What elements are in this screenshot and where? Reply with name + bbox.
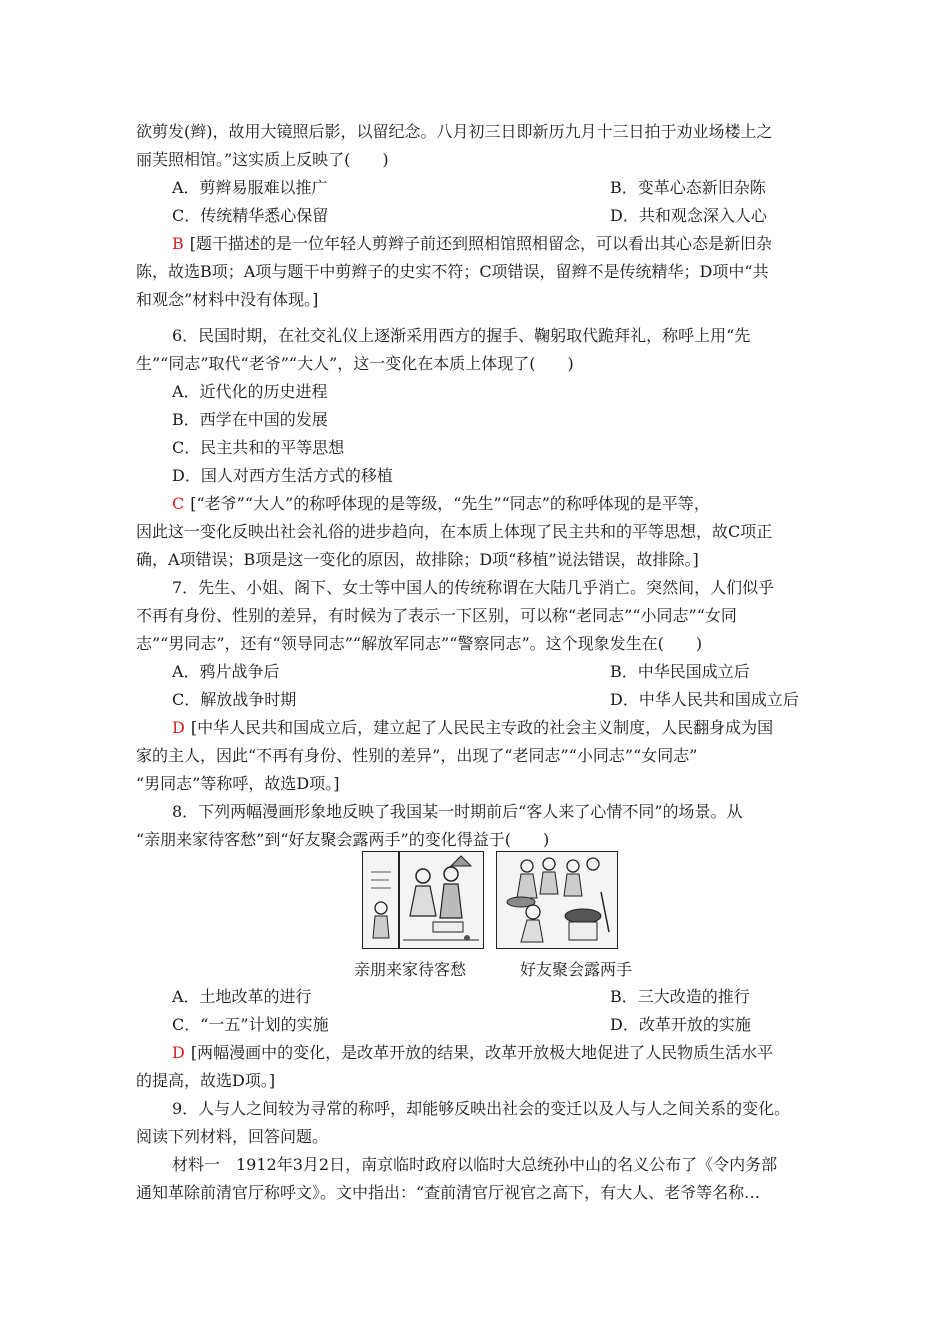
q7-option-row (172, 690, 799, 710)
q6-explanation-line: 确，A项错误；B项是这一变化的原因，故排除；D项“移植”说法错误，故排除。] (136, 550, 699, 569)
q8-explanation-line (172, 1043, 773, 1063)
cartoon-left-caption: 亲朋来家待客愁 (354, 960, 467, 979)
q7-option-b: B．中华民国成立后 (610, 662, 750, 681)
q5-option-a: A．剪辫易服难以推广 (172, 178, 328, 197)
q7-option-a: A．鸦片战争后 (172, 662, 280, 681)
q7-explanation-line (172, 718, 773, 738)
q7-stem-line: 志”“男同志”，还有“领导同志”“解放军同志”“警察同志”。这个现象发生在( ) (136, 634, 703, 653)
q5-option-d: D．共和观念深入人心 (610, 206, 767, 225)
q7-explanation-text: [中华人民共和国成立后，建立起了人民民主专政的社会主义制度，人民翻身成为国 (190, 718, 774, 737)
q5-explanation-line: 陈，故选B项；A项与题干中剪辫子的史实不符；C项错误，留辫不是传统精华；D项中“共 (136, 262, 769, 281)
q8-option-row (172, 987, 750, 1007)
q5-explanation-line (172, 234, 772, 254)
cartoon-right-caption: 好友聚会露两手 (520, 960, 633, 979)
q8-stem-line: 8．下列两幅漫画形象地反映了我国某一时期前后“客人来了心情不同”的场景。从 (172, 802, 743, 821)
q6-stem-line: 6．民国时期，在社交礼仪上逐渐采用西方的握手、鞠躬取代跪拜礼，称呼上用“先 (172, 326, 751, 345)
q7-option-row (172, 662, 750, 682)
q7-stem-line: 7．先生、小姐、阁下、女士等中国人的传统称谓在大陆几乎消亡。突然间，人们似乎 (172, 578, 775, 597)
q6-option-d: D．国人对西方生活方式的移植 (172, 466, 393, 485)
q8-stem-line: “亲朋来家待客愁”到“好友聚会露两手”的变化得益于( ) (136, 830, 550, 849)
q8-option-c: C．“一五”计划的实施 (172, 1015, 329, 1034)
q8-option-row (172, 1015, 751, 1035)
q9-material-line: 通知革除前清官厅称呼文》。文中指出：“查前清官厅视官之高下，有大人、老爷等名称… (136, 1183, 761, 1202)
q6-explanation-line (172, 494, 710, 514)
q5-answer-letter: B (172, 234, 184, 253)
q8-cartoons (362, 851, 622, 951)
q8-explanation-line: 的提高，故选D项。] (136, 1071, 276, 1090)
q7-explanation-line: 家的主人，因此“不再有身份、性别的差异”，出现了“老同志”“小同志”“女同志” (136, 746, 698, 765)
q6-explanation-line: 因此这一变化反映出社会礼俗的进步趋向，在本质上体现了民主共和的平等思想，故C项正 (136, 522, 773, 541)
q6-option-c: C．民主共和的平等思想 (172, 438, 345, 457)
q8-option-a: A．土地改革的进行 (172, 987, 312, 1006)
q6-answer-letter: C (172, 494, 185, 513)
q9-stem-line: 9．人与人之间较为寻常的称呼，却能够反映出社会的变迁以及人与人之间关系的变化。 (172, 1099, 791, 1118)
q5-option-c: C．传统精华悉心保留 (172, 206, 329, 225)
q6-explanation-text: [“老爷”“大人”的称呼体现的是等级，“先生”“同志”的称呼体现的是平等， (190, 494, 710, 513)
q6-option-a: A．近代化的历史进程 (172, 382, 328, 401)
cartoon-right-image (496, 851, 618, 949)
q7-answer-letter: D (172, 718, 185, 737)
q7-stem-line: 不再有身份、性别的差异，有时候为了表示一下区别，可以称“老同志”“小同志”“女同 (136, 606, 737, 625)
q5-stem-line: 丽芙照相馆。”这实质上反映了( ) (136, 150, 389, 169)
q8-explanation-text: [两幅漫画中的变化，是改革开放的结果，改革开放极大地促进了人民物质生活水平 (190, 1043, 774, 1062)
q9-stem-line: 阅读下列材料，回答问题。 (136, 1127, 329, 1146)
q5-option-b: B．变革心态新旧杂陈 (610, 178, 766, 197)
cartoon-left-image (362, 851, 484, 949)
q8-option-b: B．三大改造的推行 (610, 987, 750, 1006)
q9-material-line: 材料一 1912年3月2日，南京临时政府以临时大总统孙中山的名义公布了《令内务部 (172, 1155, 778, 1174)
q8-answer-letter: D (172, 1043, 185, 1062)
q7-option-c: C．解放战争时期 (172, 690, 297, 709)
q5-explanation-line: 和观念”材料中没有体现。] (136, 290, 319, 309)
q8-option-d: D．改革开放的实施 (610, 1015, 751, 1034)
q7-explanation-line: “男同志”等称呼，故选D项。] (136, 774, 340, 793)
q5-explanation-text: [题干描述的是一位年轻人剪辫子前还到照相馆照相留念，可以看出其心态是新旧杂 (189, 234, 773, 253)
q5-option-row (172, 178, 766, 198)
q6-option-b: B．西学在中国的发展 (172, 410, 328, 429)
q7-option-d: D．中华人民共和国成立后 (610, 690, 799, 709)
q5-stem-line: 欲剪发(辫)，故用大镜照后影，以留纪念。八月初三日即新历九月十三日拍于劝业场楼上之 (136, 122, 773, 141)
q5-option-row (172, 206, 767, 226)
q6-stem-line: 生”“同志”取代“老爷”“大人”，这一变化在本质上体现了( ) (136, 354, 574, 373)
